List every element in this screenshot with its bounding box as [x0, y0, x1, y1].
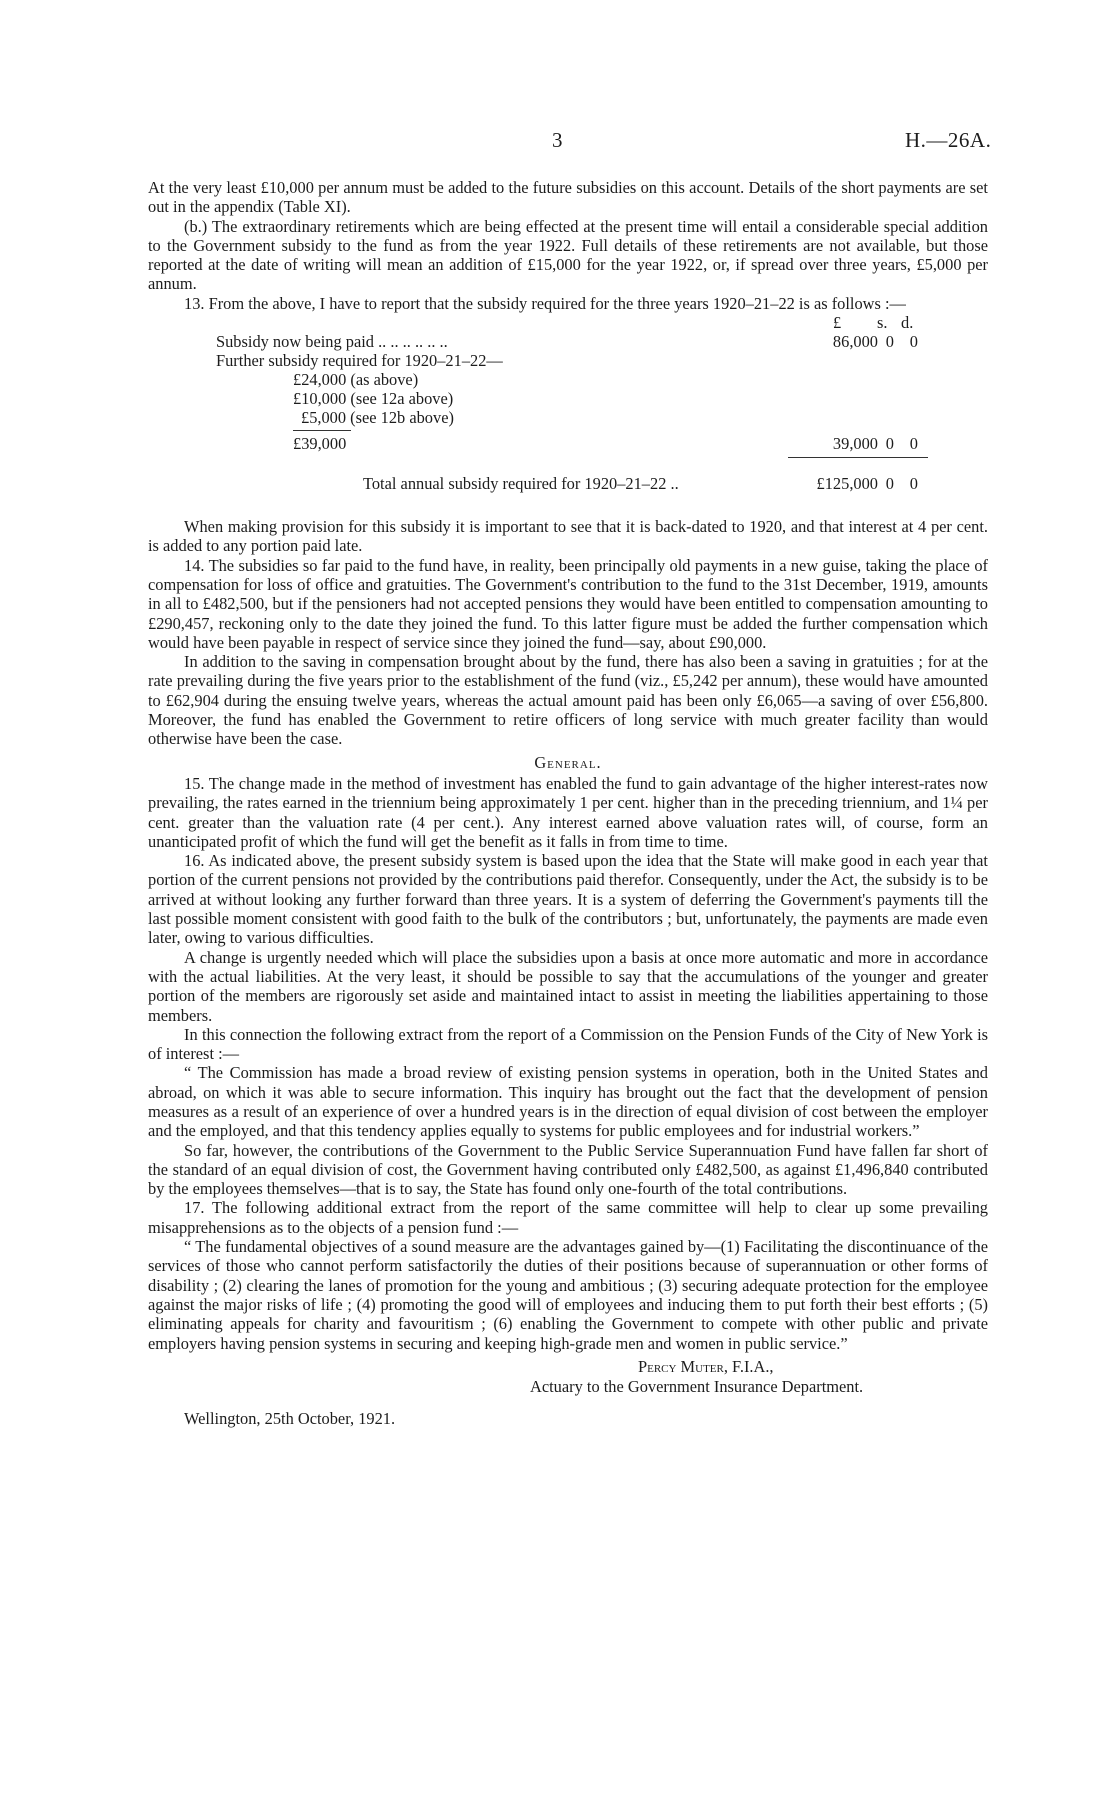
paragraph: (b.) The extraordinary retirements which are being effected at the present time will entail a considerable special addition to the Government subsidy to the fund as from the year 1922. Full details of these retirements are not available, but those reported at the date of writing will mean an addition of £15,000 for the year 1922, or, if spread over three years, £5,000 per annum. — [148, 216, 988, 294]
subsidy-table — [148, 313, 988, 493]
col-pound: £ — [833, 313, 842, 333]
row-total-d: 0 — [909, 474, 918, 494]
paragraph: 14. The subsidies so far paid to the fund have, in reality, been principally old payments in a new guise, taking the place of compensation for loss of office and gratuities. The Government's contribution to the fund to the 31st December, 1919, amounts in all to £482,500, but if the pensioners had not accepted pensions they would have been entitled to compensation amounting to £290,457, reckoning only to the date they joined the fund. To this latter figure must be added the further compensation which would have been payable in respect of service since they joined the fund—say, about £90,000. — [148, 555, 988, 652]
row-subtotal-s: 0 — [885, 434, 894, 454]
paragraph: In this connection the following extract from the report of a Commission on the Pension Funds of the City of New York is of interest :— — [148, 1024, 988, 1064]
row-subtotal-pound: 39,000 — [832, 434, 878, 454]
row-subsidy-label: Subsidy now being paid .. .. .. .. .. .. — [216, 332, 448, 352]
row-subtotal-d: 0 — [909, 434, 918, 454]
total-rule — [788, 457, 928, 458]
row-item-2: £10,000 (see 12a above) — [293, 389, 454, 409]
quote-paragraph: “ The fundamental objectives of a sound measure are the advantages gained by—(1) Facilitating the discontinuance of the services of those who cannot perform satisfactorily the duties of their positions because of superannuation or other forms of disability ; (2) clearing the lanes of promotion for the young and ambitious ; (3) securing adequate protection for the employee against the major risks of life ; (4) promoting the good will of employees and inducing them to put forth their best efforts ; (5) eliminating appeals for charity and favouritism ; (6) enabling the Government to compete with other public and private employers having pension systems in securing and keeping high-grade men and women in public service.” — [148, 1237, 988, 1353]
paragraph: In addition to the saving in compensation brought about by the fund, there has also been a saving in gratuities ; for at the rate prevailing during the five years prior to the establishment of the fund (viz., £5,242 per annum), these would have amounted to £62,904 during the ensuing twelve years, whereas the actual amount paid has been only £6,065—a saving of over £56,800. Moreover, the fund has enabled the Government to retire officers of long service with much greater facility than would otherwise have been the case. — [148, 652, 988, 749]
col-shillings: s. — [877, 313, 888, 333]
place-date: Wellington, 25th October, 1921. — [184, 1408, 396, 1428]
signatory-name: Percy Muter, F.I.A., — [638, 1356, 774, 1376]
quote-paragraph: “ The Commission has made a broad review of existing pension systems in operation, both in the United States and abroad, on which it was able to secure information. This inquiry has brought out the fact that the development of pension measures as a result of an experience of over a hundred years is in the direction of equal division of cost between the employer and the employed, and that this tendency applies equally to systems for public employees and for industrial workers.” — [148, 1063, 988, 1141]
document-reference: H.—26A. — [905, 128, 992, 152]
row-subtotal-label: £39,000 — [293, 434, 347, 454]
paragraph: A change is urgently needed which will place the subsidies upon a basis at once more automatic and more in accordance with the actual liabilities. At the very least, it should be possible to say that the accumulations of the younger and greater portion of the members are rigorously set aside and maintained intact to assist in meeting the liabilities appertaining to those members. — [148, 947, 988, 1025]
paragraph: 13. From the above, I have to report that the subsidy required for the three years 1920–21–22 is as follows :— — [184, 293, 906, 313]
row-item-3: £5,000 (see 12b above) — [301, 408, 454, 428]
row-total-label: Total annual subsidy required for 1920–21–22 .. — [363, 474, 679, 494]
paragraph: At the very least £10,000 per annum must be added to the future subsidies on this account. Details of the short payments are set out in the appendix (Table XI). — [148, 178, 988, 217]
row-total-s: 0 — [885, 474, 894, 494]
signatory-title: Actuary to the Government Insurance Department. — [530, 1376, 864, 1396]
subtotal-rule — [293, 430, 351, 431]
section-heading-general: General. — [534, 752, 602, 772]
col-pence: d. — [901, 313, 914, 333]
paragraph: 17. The following additional extract from the report of the same committee will help to clear up some prevailing misapprehensions as to the objects of a pension fund :— — [148, 1198, 988, 1237]
row-subsidy-s: 0 — [885, 332, 894, 352]
page-number: 3 — [552, 128, 563, 152]
paragraph: 15. The change made in the method of investment has enabled the fund to gain advantage of the higher interest-rates now prevailing, the rates earned in the triennium being approximately 1 per cent. higher than in the preceding triennium, and 1¼ per cent. greater than the valuation rate (4 per cent.). Any interest earned above valuation rates will, of course, form an unanticipated profit of which the fund will get the benefit as it falls in from time to time. — [148, 773, 988, 851]
row-subsidy-d: 0 — [909, 332, 918, 352]
row-item-1: £24,000 (as above) — [293, 370, 419, 390]
document-body — [148, 178, 988, 1435]
row-subsidy-pound: 86,000 — [832, 332, 878, 352]
paragraph: So far, however, the contributions of the Government to the Public Service Superannuation Fund have fallen far short of the standard of an equal division of cost, the Government having contributed only £482,500, as against £1,496,840 contributed by the employees themselves—that is to say, the State has found only one-fourth of the total contributions. — [148, 1140, 988, 1199]
row-total-pound: £125,000 — [816, 474, 878, 494]
paragraph: When making provision for this subsidy it is important to see that it is back-dated to 1920, and that interest at 4 per cent. is added to any portion paid late. — [148, 517, 988, 556]
paragraph: 16. As indicated above, the present subsidy system is based upon the idea that the State will make good in each year that portion of the current pensions not provided by the contributions paid therefor. Consequently, under the Act, the subsidy is to be arrived at without looking any further forward than three years. It is a system of deferring the Government's payments till the last possible moment consistent with good faith to the bulk of the contributors ; but, unfortunately, the payments are made even later, owing to various difficulties. — [148, 851, 988, 948]
row-further-label: Further subsidy required for 1920–21–22— — [216, 351, 503, 371]
signature-block — [148, 1353, 988, 1435]
